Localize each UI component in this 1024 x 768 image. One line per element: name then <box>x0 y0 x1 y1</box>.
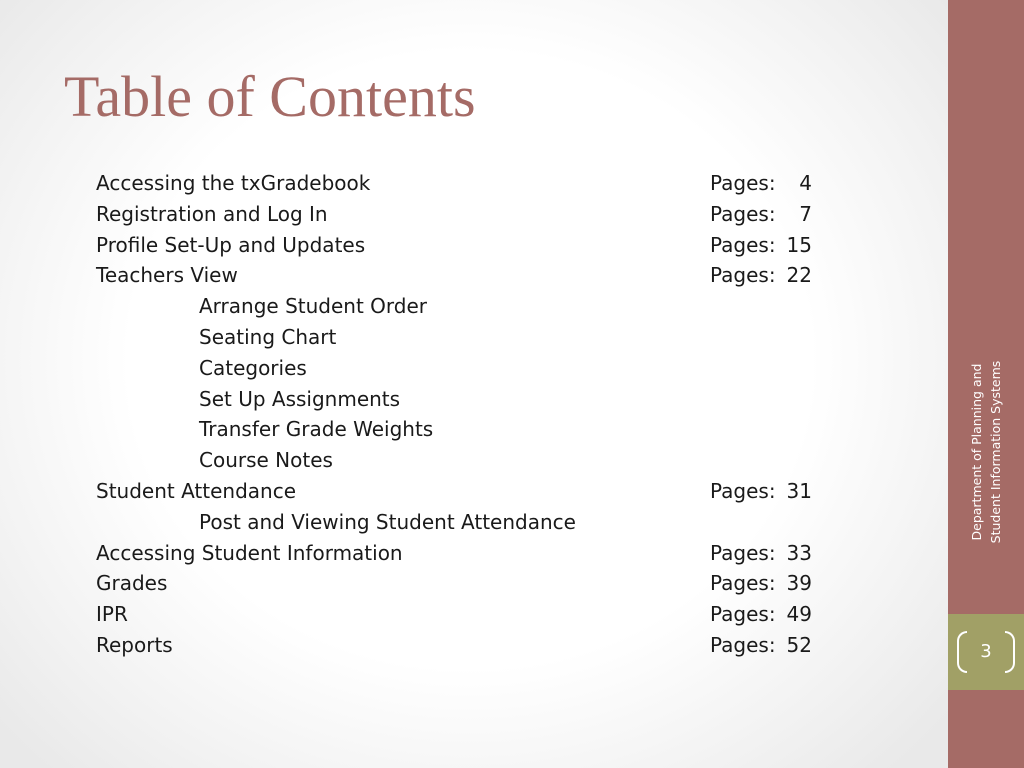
toc-page-number: 7 <box>799 201 812 226</box>
toc-subitem-row <box>96 384 856 415</box>
toc-subitem-row <box>96 291 856 322</box>
slide-number-frame <box>957 631 1015 673</box>
toc-page-ref <box>710 230 812 261</box>
toc-subitem-label: Course Notes <box>199 448 333 473</box>
department-caption <box>967 347 1005 557</box>
toc-subitem-label: Arrange Student Order <box>199 294 427 319</box>
toc-page-number: 33 <box>786 540 812 565</box>
department-caption-line: Student Information Systems <box>988 360 1003 544</box>
toc-row <box>96 230 856 261</box>
toc-item-label: Registration and Log In <box>96 201 328 226</box>
toc-page-ref <box>710 630 812 661</box>
toc-pages-label: Pages: <box>710 263 776 288</box>
toc-pages-label: Pages: <box>710 232 776 257</box>
toc-subitem-label: Post and Viewing Student Attendance <box>199 509 576 534</box>
toc-subitem-row <box>96 445 856 476</box>
toc-page-ref <box>710 599 812 630</box>
toc-row <box>96 630 856 661</box>
toc-subitem-label: Categories <box>199 355 307 380</box>
toc-item-label: Accessing the txGradebook <box>96 171 371 195</box>
toc-subitem-row <box>96 507 856 538</box>
toc-page-ref <box>710 538 812 569</box>
toc-page-ref <box>710 476 812 507</box>
toc-page-number: 4 <box>799 171 812 195</box>
toc-page-ref <box>710 568 812 599</box>
toc-pages-label: Pages: <box>710 478 776 503</box>
toc-pages-label: Pages: <box>710 571 776 596</box>
department-caption-line: Department of Planning and <box>969 363 984 541</box>
toc-page-number: 49 <box>786 602 812 627</box>
toc-subitem-row <box>96 414 856 445</box>
toc-pages-label: Pages: <box>710 201 776 226</box>
toc-row <box>96 168 856 199</box>
toc-item-label: IPR <box>96 602 128 627</box>
toc-item-label: Profile Set-Up and Updates <box>96 232 366 257</box>
toc-page-number: 52 <box>786 632 812 657</box>
toc-row <box>96 476 856 507</box>
toc-row <box>96 568 856 599</box>
toc-page-number: 15 <box>786 232 812 257</box>
toc-subitem-row <box>96 322 856 353</box>
toc-subitem-row <box>96 353 856 384</box>
toc-row <box>96 599 856 630</box>
slide-number-band <box>948 614 1024 690</box>
toc-item-label: Student Attendance <box>96 478 297 503</box>
slide-title: Table of Contents <box>64 64 476 129</box>
toc-item-label: Grades <box>96 571 168 596</box>
toc-row <box>96 260 856 291</box>
toc-pages-label: Pages: <box>710 540 776 565</box>
toc-pages-label: Pages: <box>710 602 776 627</box>
slide-number: 3 <box>980 641 992 662</box>
toc-page-number: 39 <box>786 571 812 596</box>
toc-item-label: Accessing Student Information <box>96 540 403 565</box>
toc-page-ref <box>710 260 812 291</box>
toc-pages-label: Pages: <box>710 171 776 195</box>
toc-subitem-label: Set Up Assignments <box>199 386 401 411</box>
toc-subitem-label: Seating Chart <box>199 324 337 349</box>
toc-item-label: Reports <box>96 632 173 657</box>
table-of-contents <box>96 168 856 661</box>
toc-item-label: Teachers View <box>96 263 238 288</box>
toc-page-number: 22 <box>786 263 812 288</box>
toc-subitem-label: Transfer Grade Weights <box>199 417 434 442</box>
toc-row <box>96 199 856 230</box>
toc-page-ref <box>710 199 812 230</box>
toc-page-number: 31 <box>786 478 812 503</box>
toc-row <box>96 538 856 569</box>
toc-page-ref <box>710 168 812 199</box>
toc-pages-label: Pages: <box>710 632 776 657</box>
